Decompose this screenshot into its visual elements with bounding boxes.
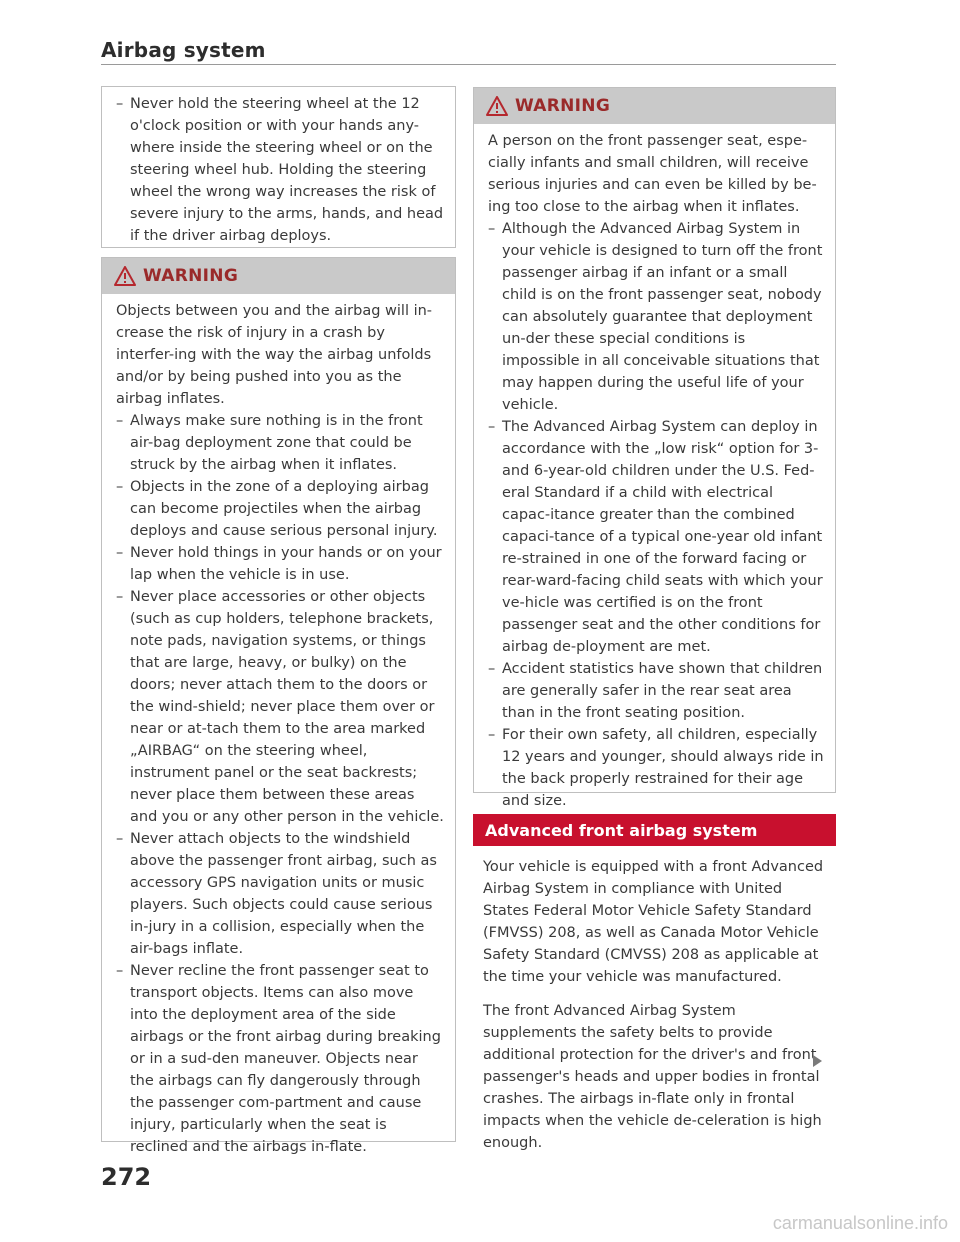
page-header-title: Airbag system <box>101 38 266 62</box>
warning-box-right <box>473 87 836 809</box>
list-item: – Never hold things in your hands or on your lap when the vehicle is in use. <box>116 542 445 586</box>
list-item: – Accident statistics have shown that children are generally safer in the rear seat area than in the front seating position. <box>488 658 825 724</box>
warning-triangle-icon <box>114 266 136 286</box>
list-item: – Never hold the steering wheel at the 12 o'clock position or with your hands any-where inside the steering wheel or on the steering wheel hub. Holding the steering wheel the wrong way increases the risk of severe injury to the arms, hands, and head if the driver airbag deploys. <box>116 93 445 247</box>
warning-header <box>474 88 835 124</box>
warning-intro: A person on the front passenger seat, espe-cially infants and small children, will receive serious injuries and can even be killed by be-ing too close to the airbag when it inflates. <box>488 133 817 215</box>
list-item: – Objects in the zone of a deploying airbag can become projectiles when the airbag deploys and cause serious personal injury. <box>116 476 445 542</box>
watermark: carmanualsonline.info <box>772 1213 948 1233</box>
list-item: – For their own safety, all children, especially 12 years and younger, should always ride in the back properly restrained for their age and size. <box>488 724 825 812</box>
section-body <box>483 856 831 1166</box>
continue-arrow-icon <box>813 1055 822 1067</box>
section-title: Advanced front airbag system <box>473 814 836 846</box>
body-paragraph: Your vehicle is equipped with a front Advanced Airbag System in compliance with United States Federal Motor Vehicle Safety Standard (FMVSS) 208, as well as Canada Motor Vehicle Safety Standard (CMVSS) 208 as applicable at the time your vehicle was manufactured. <box>483 859 824 985</box>
list-item: – The Advanced Airbag System can deploy in accordance with the „low risk“ option for 3- and 6-year-old children under the U.S. Fed-eral Standard if a child with electrical capac-itance greater than the combined capaci-tance of a typical one-year old infant re-strained in one of the forward facing or rear-ward-facing child seats with which your ve-hicle was certified is on the front passenger seat and the other conditions for airbag de-ployment are met. <box>488 416 825 658</box>
warning-label: WARNING <box>143 266 239 286</box>
warning-label: WARNING <box>515 96 611 116</box>
list-item: – Never recline the front passenger seat to transport objects. Items can also move into the deployment area of the side airbags or the front airbag during breaking or in a sud-den maneuver. Objects near the airbags can fly dangerously through the passenger com-partment and cause injury, particularly when the seat is reclined and the airbags in-flate. <box>116 960 445 1158</box>
list-item: – Although the Advanced Airbag System in your vehicle is designed to turn off the front passenger airbag if an infant or a small child is on the front passenger seat, nobody can absolutely guarantee that deployment un-der these special conditions is impossible in all conceivable situations that may happen during the useful life of your vehicle. <box>488 218 825 416</box>
warning-triangle-icon <box>486 96 508 116</box>
warning-box-left <box>101 257 456 1155</box>
page-number: 272 <box>101 1163 152 1191</box>
header-divider <box>101 64 836 65</box>
body-paragraph: The front Advanced Airbag System supplements the safety belts to provide additional protection for the driver's and front passenger's heads and upper bodies in frontal crashes. The airbags in-flate only in frontal impacts when the vehicle de-celeration is high enough. <box>483 1003 822 1151</box>
list-item: – Never attach objects to the windshield above the passenger front airbag, such as accessory GPS navigation units or music players. Such objects could cause serious in-jury in a collision, especially when the air-bags inflate. <box>116 828 445 960</box>
warning-intro: Objects between you and the airbag will in-crease the risk of injury in a crash by interfer-ing with the way the airbag unfolds and/or by being pushed into you as the airbag inflates. <box>116 303 433 407</box>
list-item: – Never place accessories or other objects (such as cup holders, telephone brackets, note pads, navigation systems, or things that are large, heavy, or bulky) on the doors; never attach them to the doors or the wind-shield; never place them over or near or at-tach them to the area marked „AIRBAG“ on the steering wheel, instrument panel or the seat backrests; never place them between these areas and you or any other person in the vehicle. <box>116 586 445 828</box>
warning-header <box>102 258 455 294</box>
intro-note-box <box>101 86 456 248</box>
list-item: – Always make sure nothing is in the front air-bag deployment zone that could be struck by the airbag when it inflates. <box>116 410 445 476</box>
